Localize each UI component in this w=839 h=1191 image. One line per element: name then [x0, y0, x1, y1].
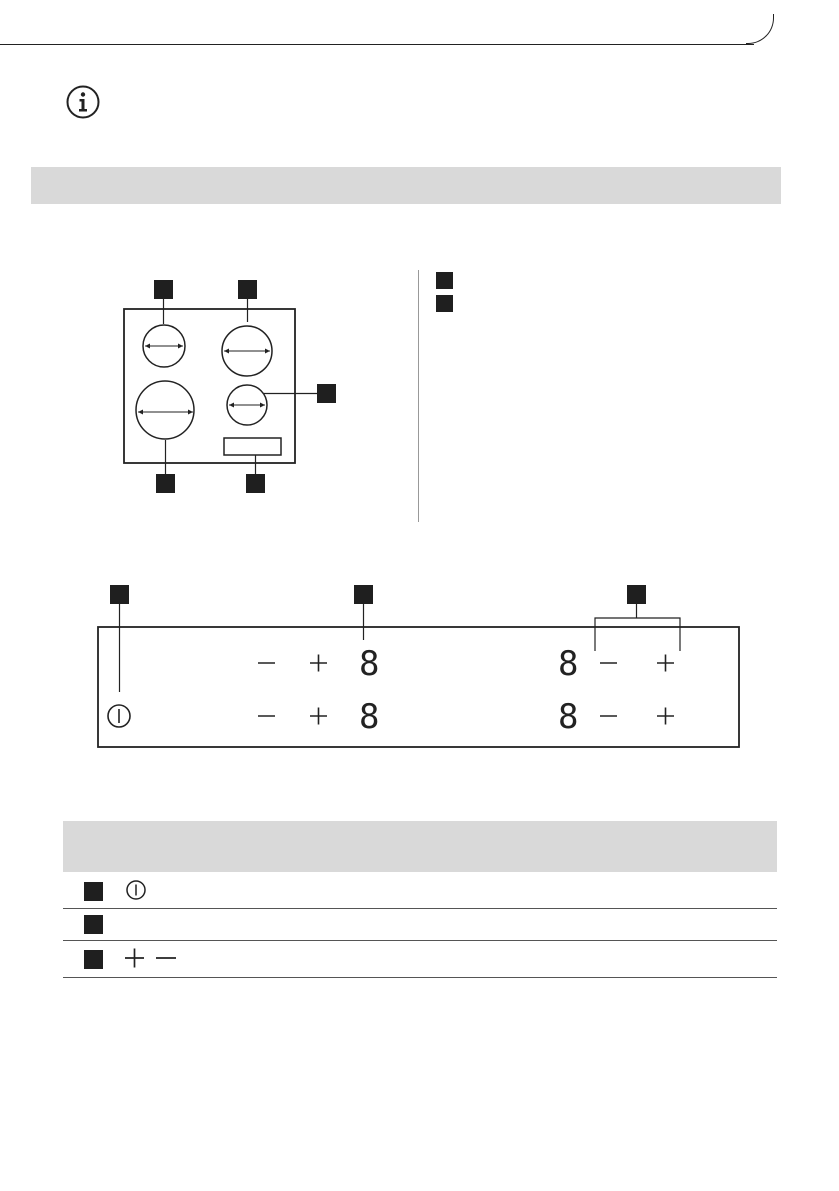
- legend-table-header: [63, 821, 777, 872]
- zone-left-large: [136, 381, 194, 439]
- zone-right-small: [227, 385, 267, 425]
- cooking-surface-diagram: [110, 270, 350, 500]
- legend-table: [63, 821, 777, 872]
- power-icon: [125, 879, 147, 901]
- section-header-bar: [31, 167, 781, 204]
- plus-icon: [310, 708, 327, 725]
- callout-mark-2: [238, 280, 257, 299]
- plus-icon: [657, 708, 674, 725]
- control-panel-diagram: [95, 582, 745, 752]
- plus-icon: [310, 655, 327, 672]
- power-icon: [108, 705, 130, 727]
- zone-front-left-small: [143, 325, 185, 367]
- plus-minus-icons: [123, 947, 183, 969]
- legend-row-display: [63, 909, 777, 941]
- callout-mark-5: [246, 474, 265, 493]
- control-row-1: [258, 644, 674, 684]
- callout-mark-power: [110, 585, 129, 604]
- display-right: 8: [558, 644, 579, 684]
- column-divider: [418, 270, 419, 522]
- legend-marker-2: [436, 295, 453, 312]
- callout-mark-1: [154, 280, 173, 299]
- legend-marker-1: [436, 272, 453, 289]
- legend-row-power: [63, 872, 777, 909]
- plus-icon: [125, 949, 144, 968]
- legend-row-marker: [84, 882, 103, 901]
- callout-mark-controls: [627, 585, 646, 604]
- legend-row-marker: [84, 915, 103, 934]
- control-row-2: [258, 697, 674, 737]
- legend-row-plus-minus: [63, 941, 777, 978]
- display-left: 8: [359, 697, 380, 737]
- callout-mark-3: [317, 384, 336, 403]
- legend-row-marker: [84, 950, 103, 969]
- info-icon: [66, 85, 100, 119]
- panel-outline: [98, 627, 739, 747]
- plus-icon: [657, 655, 674, 672]
- control-panel-outline: [224, 438, 281, 455]
- header-rule: [0, 44, 754, 45]
- zone-rear-right-large: [222, 326, 272, 376]
- display-left: 8: [359, 644, 380, 684]
- header-rule-curve: [746, 14, 774, 44]
- callout-mark-display: [354, 585, 373, 604]
- display-right: 8: [558, 697, 579, 737]
- callout-mark-4: [156, 474, 175, 493]
